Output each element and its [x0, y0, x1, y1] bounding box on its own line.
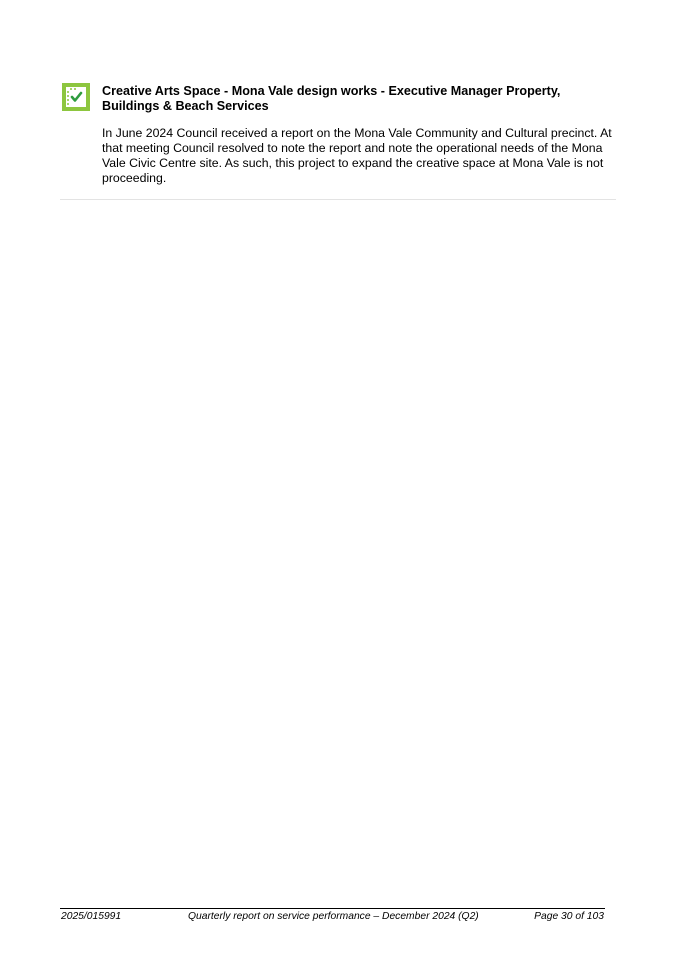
footer-page-number: Page 30 of 103	[534, 911, 604, 922]
entry-title: Creative Arts Space - Mona Vale design works - Executive Manager Property, Buildings & Beach Services	[102, 84, 561, 113]
footer-document-reference: 2025/015991	[61, 911, 122, 922]
completed-status-icon	[62, 83, 90, 111]
section-divider	[60, 199, 616, 200]
footer-rule	[60, 908, 605, 909]
entry-description: In June 2024 Council received a report on the Mona Vale Community and Cultural precinct. At that meeting Council resolved to note the report and note the operational needs of the Mona Vale Civic Centre site. As such, this project to expand the creative space at Mona Vale is not proceeding.	[102, 126, 612, 185]
footer-report-title: Quarterly report on service performance – December 2024 (Q2)	[188, 911, 479, 922]
